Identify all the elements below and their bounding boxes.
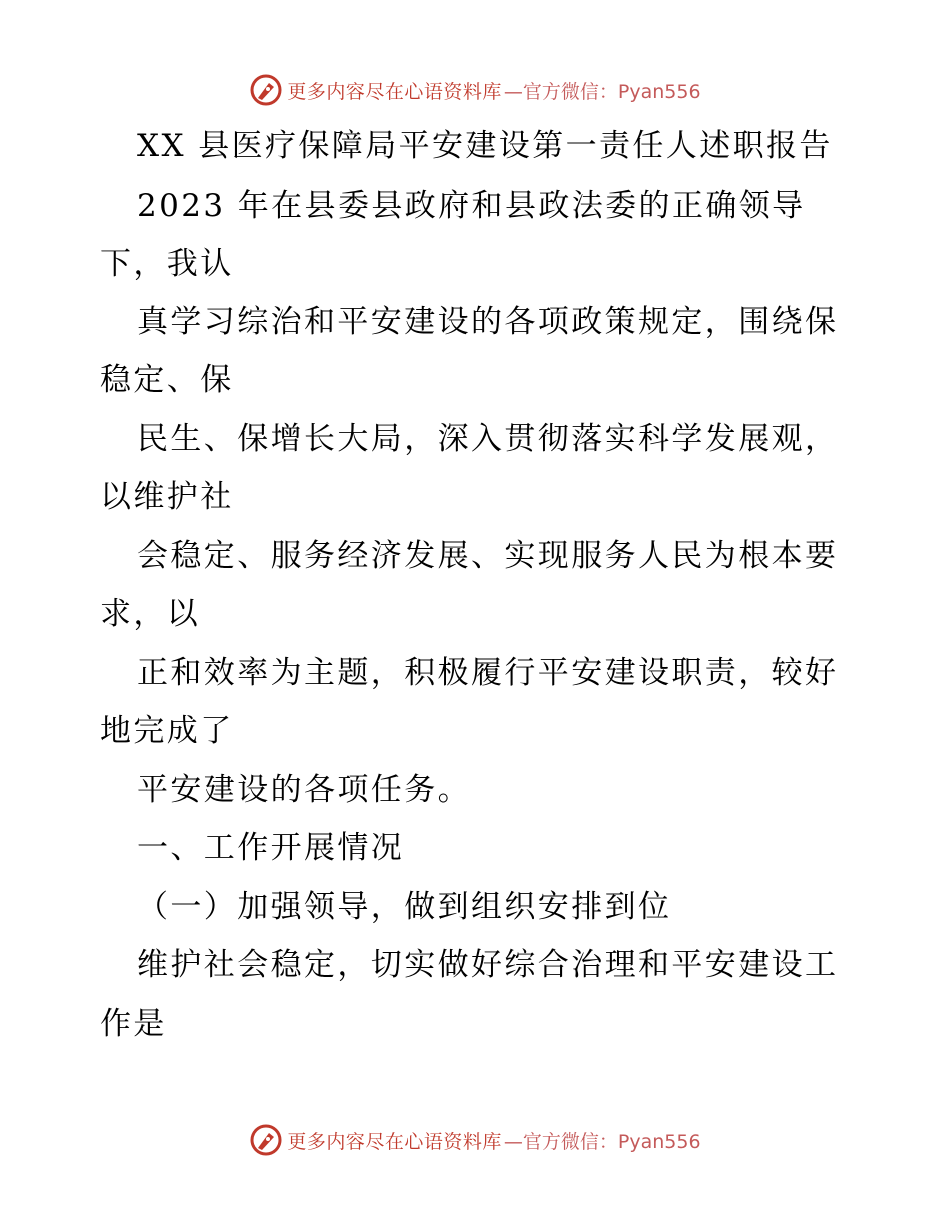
document-title: XX 县医疗保障局平安建设第一责任人述职报告 xyxy=(137,128,833,164)
paragraph-line: 维护社会稳定，切实做好综合治理和平安建设工 xyxy=(137,947,839,983)
paragraph-line: 地完成了 xyxy=(100,713,234,749)
paragraph-line: 以维护社 xyxy=(100,479,234,515)
paragraph-line: 稳定、保 xyxy=(100,362,234,398)
paragraph-line: 民生、保增长大局，深入贯彻落实科学发展观， xyxy=(137,421,839,457)
paragraph-line: 平安建设的各项任务。 xyxy=(137,772,471,808)
watermark-text: 更多内容尽在心语资料库 xyxy=(287,80,502,103)
paragraph-line: 真学习综治和平安建设的各项政策规定，围绕保 xyxy=(137,304,839,340)
footer-watermark xyxy=(0,1120,950,1160)
pen-nib-logo-icon xyxy=(249,73,283,107)
watermark-contact: —官方微信：Pyan556 xyxy=(503,1130,701,1153)
paragraph-line: 正和效率为主题，积极履行平安建设职责，较好 xyxy=(137,655,839,691)
paragraph-line: 会稳定、服务经济发展、实现服务人民为根本要 xyxy=(137,538,839,574)
section-heading: 一、工作开展情况 xyxy=(137,830,405,866)
paragraph-line: 下，我认 xyxy=(100,246,234,282)
pen-nib-logo-icon xyxy=(249,1123,283,1157)
paragraph-line: 求，以 xyxy=(100,596,201,632)
paragraph-line: 2023 年在县委县政府和县政法委的正确领导 xyxy=(137,188,806,224)
paragraph-line: 作是 xyxy=(100,1006,167,1042)
watermark-contact: —官方微信：Pyan556 xyxy=(503,80,701,103)
watermark-text: 更多内容尽在心语资料库 xyxy=(287,1130,502,1153)
header-watermark xyxy=(0,70,950,110)
subsection-heading: （一）加强领导，做到组织安排到位 xyxy=(137,889,672,925)
